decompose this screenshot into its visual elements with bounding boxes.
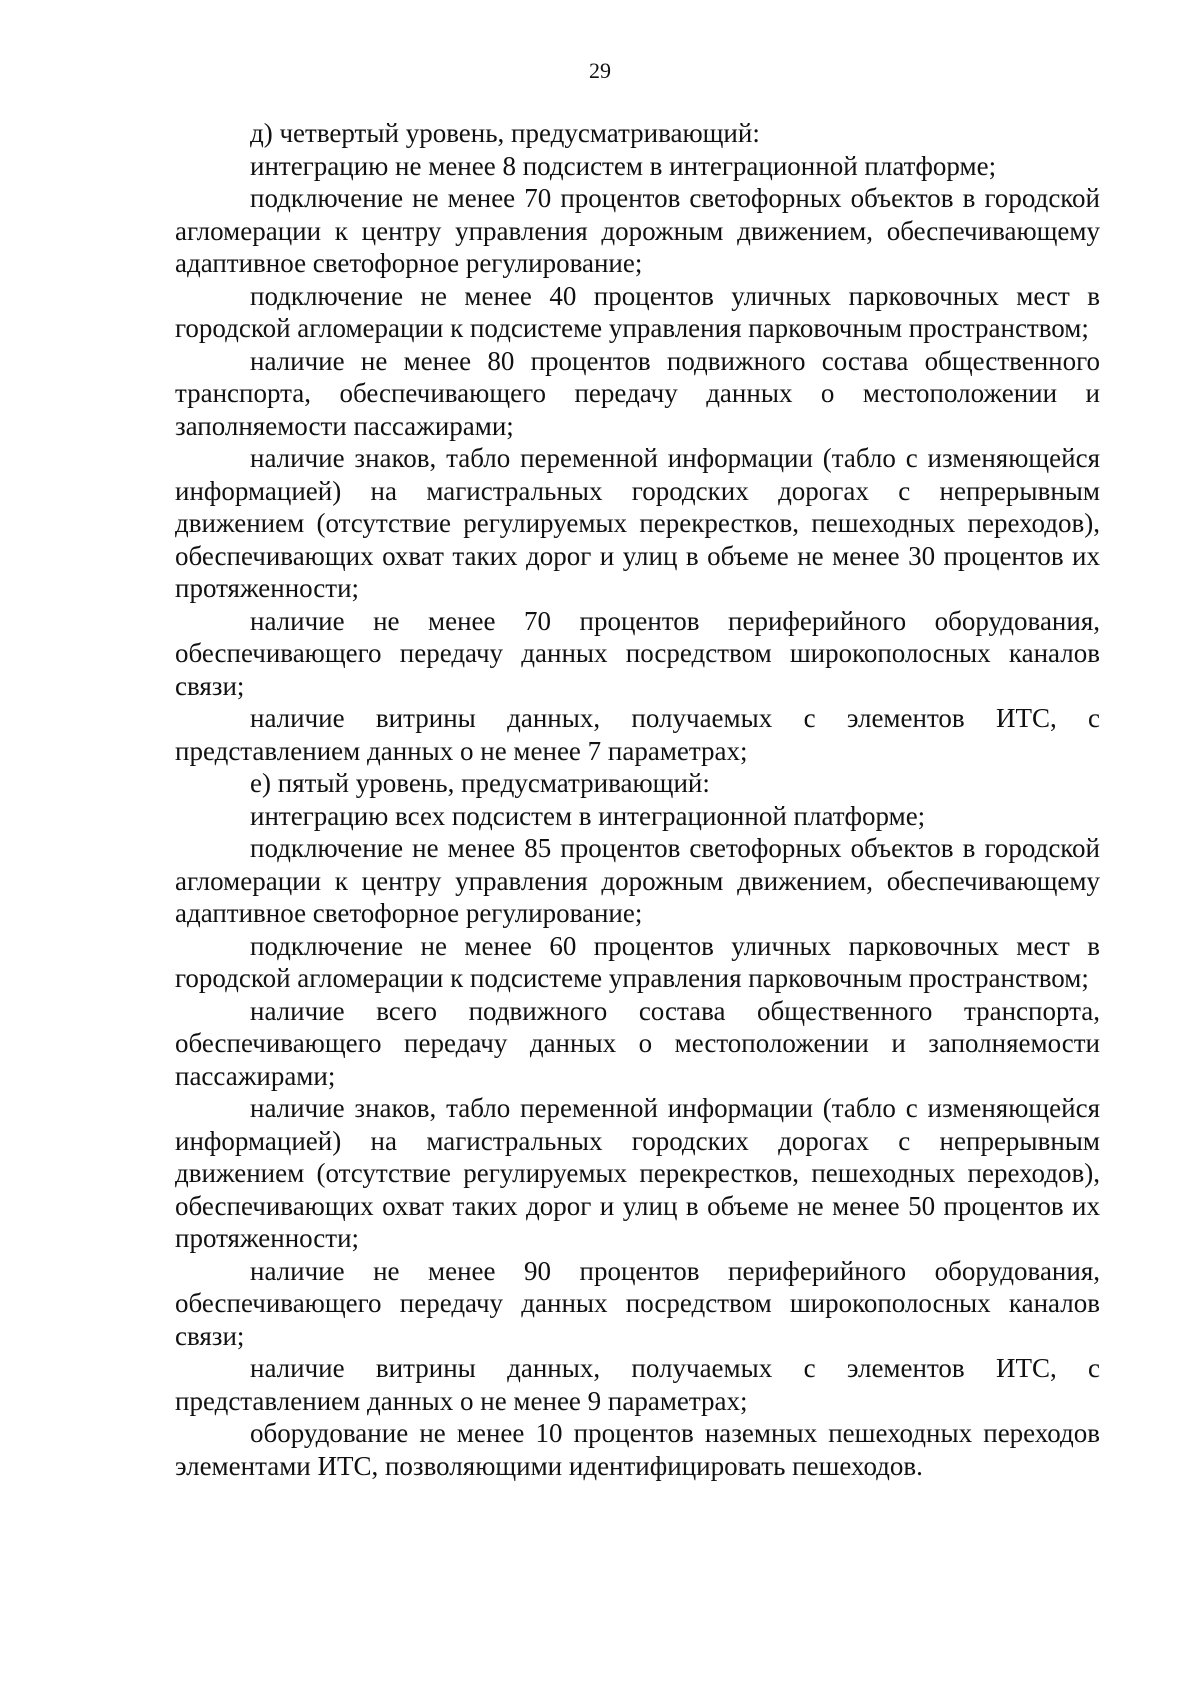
list-item: оборудование не менее 10 процентов наземных пешеходных переходов элементами ИТС, позволяющими идентифицировать пешеходов. — [175, 1418, 1100, 1481]
document-body — [175, 117, 1100, 1482]
list-item-level-4-heading: д) четвертый уровень, предусматривающий: — [250, 118, 760, 148]
list-item: наличие всего подвижного состава общественного транспорта, обеспечивающего передачу данных о местоположении и заполняемости пассажирами; — [175, 995, 1100, 1091]
list-item: подключение не менее 70 процентов светофорных объектов в городской агломерации к центру управления дорожным движением, обеспечивающему адаптивное светофорное регулирование; — [175, 183, 1100, 278]
list-item: наличие не менее 90 процентов периферийного оборудования, обеспечивающего передачу данных посредством широкополосных каналов связи; — [175, 1255, 1100, 1351]
list-item-level-5-heading: е) пятый уровень, предусматривающий: — [250, 768, 710, 798]
list-item: интеграцию не менее 8 подсистем в интеграционной платформе; — [250, 150, 997, 181]
list-item: подключение не менее 40 процентов уличных парковочных мест в городской агломерации к подсистеме управления парковочным пространством; — [175, 280, 1100, 343]
list-item: наличие витрины данных, получаемых с элементов ИТС, с представлением данных о не менее 9 параметрах; — [175, 1353, 1100, 1416]
list-item: подключение не менее 60 процентов уличных парковочных мест в городской агломерации к подсистеме управления парковочным пространством; — [175, 930, 1100, 993]
list-item: наличие не менее 80 процентов подвижного состава общественного транспорта, обеспечивающего передачу данных о местоположении и заполняемости пассажирами; — [175, 345, 1100, 441]
list-item: наличие знаков, табло переменной информации (табло с изменяющейся информацией) на магистральных городских дорогах с непрерывным движением (отсутствие регулируемых перекрестков, пешеходных переходов), обеспечивающих охват таких дорог и улиц в объеме не менее 30 процентов их протяженности; — [175, 443, 1100, 603]
list-item: подключение не менее 85 процентов светофорных объектов в городской агломерации к центру управления дорожным движением, обеспечивающему адаптивное светофорное регулирование; — [175, 833, 1100, 928]
list-item: наличие знаков, табло переменной информации (табло с изменяющейся информацией) на магистральных городских дорогах с непрерывным движением (отсутствие регулируемых перекрестков, пешеходных переходов), обеспечивающих охват таких дорог и улиц в объеме не менее 50 процентов их протяженности; — [175, 1093, 1100, 1253]
list-item: наличие витрины данных, получаемых с элементов ИТС, с представлением данных о не менее 7 параметрах; — [175, 703, 1100, 766]
list-item: наличие не менее 70 процентов периферийного оборудования, обеспечивающего передачу данных посредством широкополосных каналов связи; — [175, 605, 1100, 701]
page-number: 29 — [589, 58, 611, 83]
list-item: интеграцию всех подсистем в интеграционной платформе; — [250, 800, 926, 831]
